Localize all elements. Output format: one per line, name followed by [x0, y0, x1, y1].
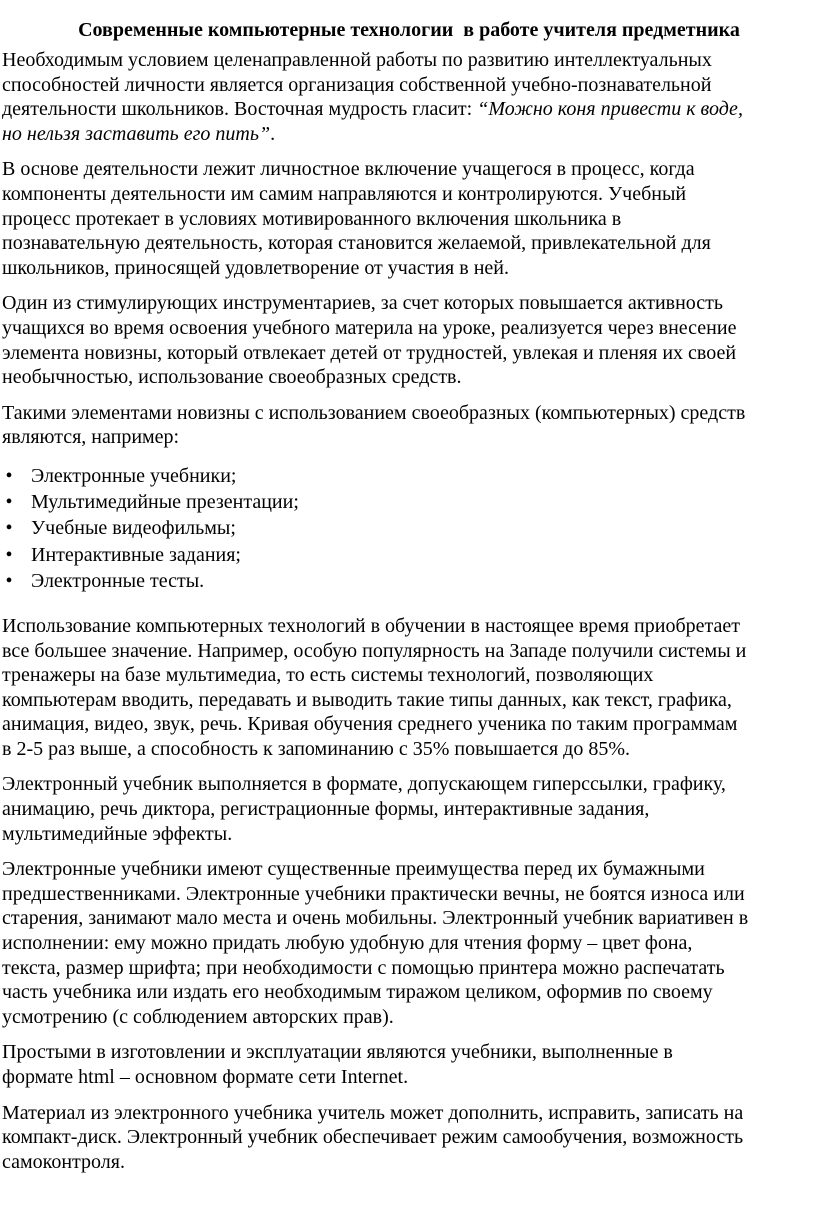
text-line: Такими элементами новизны с использованием своеобразных (компьютерных) средств: [2, 401, 746, 424]
text-line: школьников, приносящей удовлетворение от участия в ней.: [2, 256, 509, 279]
text-line: Электронные учебники имеют существенные преимущества перед их бумажными: [2, 858, 705, 881]
text-line: компьютерам вводить, передавать и выводить такие типы данных, как текст, графика,: [2, 688, 732, 711]
paragraph-teacher-material: [2, 1101, 816, 1175]
bullet-icon: •: [5, 569, 13, 592]
text-line: В основе деятельности лежит личностное включение учащегося в процесс, когда: [2, 158, 695, 181]
list-item-text: Интерактивные задания;: [31, 543, 241, 566]
text-span: деятельности школьников. Восточная мудрость гласит:: [2, 98, 478, 121]
list-item: [2, 542, 816, 568]
quote-text: “Можно коня привести к воде,: [477, 98, 743, 121]
bullet-icon: •: [5, 464, 13, 487]
text-line: учащихся во время освоения учебного материла на уроке, реализуется через внесение: [2, 316, 737, 339]
text-line: Один из стимулирующих инструментариев, за счет которых повышается активность: [2, 292, 724, 315]
list-item: [2, 515, 816, 541]
text-line: тренажеры на базе мультимедиа, то есть системы технологий, позволяющих: [2, 664, 654, 687]
text-line: мультимедийные эффекты.: [2, 822, 233, 845]
text-line: элемента новизны, который отвлекает детей от трудностей, увлекая и пленяя их своей: [2, 341, 737, 364]
text-line: Электронный учебник выполняется в формате, допускающем гиперссылки, графику,: [2, 773, 726, 796]
bullet-icon: •: [5, 517, 13, 540]
text-line: формате html – основном формате сети Internet.: [2, 1066, 409, 1089]
text-line: анимация, видео, звук, речь. Кривая обучения среднего ученика по таким программам: [2, 713, 738, 736]
paragraph-intro: [2, 48, 816, 146]
quote-text: но нельзя заставить его пить”: [2, 122, 271, 145]
list-item-text: Мультимедийные презентации;: [31, 491, 299, 514]
text-line: часть учебника или издать его необходимым тиражом целиком, оформив по своему: [2, 981, 713, 1004]
paragraph-activity: [2, 157, 816, 280]
list-item-text: Электронные учебники;: [31, 464, 237, 487]
text-line: компакт-диск. Электронный учебник обеспечивает режим самообучения, возможность: [2, 1126, 744, 1149]
list-item-text: Электронные тесты.: [31, 569, 205, 592]
paragraph-e-textbook-format: [2, 772, 816, 846]
text-line: все большее значение. Например, особую популярность на Западе получили системы и: [2, 639, 747, 662]
text-line: необычностью, использование своеобразных средств.: [2, 366, 462, 389]
paragraph-examples-intro: [2, 401, 816, 450]
list-item: [2, 489, 816, 515]
text-line: процесс протекает в условиях мотивированного включения школьника в: [2, 207, 622, 230]
text-line: предшественниками. Электронные учебники практически вечны, не боятся износа или: [2, 882, 745, 905]
text-line: усмотрению (с соблюдением авторских прав).: [2, 1005, 394, 1028]
bullet-icon: •: [5, 491, 13, 514]
list-spacer: [2, 594, 816, 614]
text-line: Необходимым условием целенаправленной работы по развитию интеллектуальных: [2, 49, 712, 71]
text-line: исполнении: ему можно придать любую удобную для чтения форму – цвет фона,: [2, 932, 693, 955]
examples-bullet-list: [2, 450, 816, 594]
bullet-icon: •: [5, 543, 13, 566]
text-line: Простыми в изготовлении и эксплуатации являются учебники, выполненные в: [2, 1041, 673, 1064]
text-line: Использование компьютерных технологий в обучении в настоящее время приобретает: [2, 614, 740, 637]
list-item-text: Учебные видеофильмы;: [31, 517, 236, 540]
text-line: способностей личности является организация собственной учебно-познавательной: [2, 73, 712, 96]
paragraph-e-textbook-advantages: [2, 857, 816, 1029]
paragraph-html-format: [2, 1040, 816, 1089]
text-line: Материал из электронного учебника учитель может дополнить, исправить, записать на: [2, 1101, 744, 1124]
paragraph-computer-tech: [2, 614, 816, 762]
text-line: [2, 97, 816, 122]
text-line: познавательную деятельность, которая становится желаемой, привлекательной для: [2, 232, 711, 255]
text-line: анимацию, речь диктора, регистрационные формы, интерактивные задания,: [2, 798, 650, 821]
text-span: .: [270, 122, 276, 145]
text-line: [2, 122, 816, 147]
list-item: [2, 568, 816, 594]
text-line: являются, например:: [2, 426, 180, 449]
text-line: старения, занимают мало места и очень мобильны. Электронный учебник вариативен в: [2, 907, 749, 930]
text-line: компоненты деятельности им самим направляются и контролируются. Учебный: [2, 182, 687, 205]
text-line: текста, размер шрифта; при необходимости с помощью принтера можно распечатать: [2, 956, 725, 979]
paragraph-novelty: [2, 291, 816, 389]
document-title: Современные компьютерные технологии в работе учителя предметника: [78, 19, 740, 41]
list-item: [2, 463, 816, 489]
text-line: самоконтроля.: [2, 1150, 125, 1173]
text-line: в 2-5 раз выше, а способность к запоминанию с 35% повышается до 85%.: [2, 737, 630, 760]
